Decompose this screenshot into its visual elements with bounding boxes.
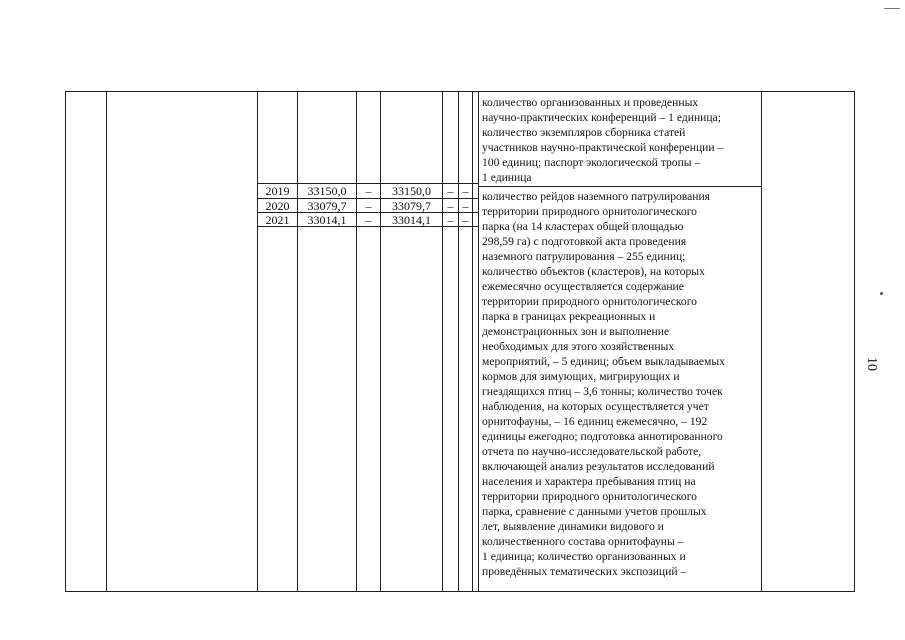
text-line: парка, сравнение с данными учетов прошлых bbox=[482, 505, 707, 518]
text-line: количество организованных и проведенных bbox=[482, 96, 699, 109]
row-2021-col3: 33014,1 bbox=[392, 213, 431, 227]
text-line: количество экземпляров сборника статей bbox=[482, 126, 686, 139]
col-line-6 bbox=[442, 91, 443, 592]
col-line-9 bbox=[478, 91, 479, 592]
row-2020-col3: 33079,7 bbox=[392, 199, 431, 213]
row-2021-year: 2021 bbox=[265, 213, 290, 227]
col-line-7 bbox=[458, 91, 459, 592]
row-2019-col2: – bbox=[365, 184, 372, 198]
text-line: населения и характера пребывания птиц на bbox=[482, 475, 696, 488]
row-2020-col4: – bbox=[447, 199, 454, 213]
text-line: участников научно-практической конференции – bbox=[482, 141, 724, 154]
row-2019-col3: 33150,0 bbox=[392, 184, 431, 198]
text-line: проведённых тематических экспозиций – bbox=[482, 565, 687, 578]
text-line: парка в границах рекреационных и bbox=[482, 310, 656, 323]
text-line: демонстрационных зон и выполнение bbox=[482, 325, 670, 338]
text-line: отчета по научно-исследовательской работе, bbox=[482, 445, 702, 458]
table-top-border bbox=[65, 91, 854, 92]
indicators-text-top bbox=[482, 95, 723, 185]
row-2019-col5: – bbox=[462, 184, 469, 198]
row-2020-col2: – bbox=[365, 199, 372, 213]
text-line: единицы ежегодно; подготовка аннотированного bbox=[482, 430, 723, 443]
text-line: гнездящихся птиц – 3,6 тонны; количество точек bbox=[482, 385, 723, 398]
scan-mark bbox=[884, 8, 900, 9]
col-line-8 bbox=[472, 91, 473, 592]
text-line: включающей анализ результатов исследований bbox=[482, 460, 715, 473]
row-2020-col5: – bbox=[462, 199, 469, 213]
text-line: количество рейдов наземного патрулирования bbox=[482, 190, 711, 203]
text-line: количественного состава орнитофауны – bbox=[482, 535, 684, 548]
text-line: ежемесячно осуществляется содержание bbox=[482, 280, 684, 293]
row-2019-year: 2019 bbox=[265, 184, 290, 198]
text-line: наблюдения, на которых осуществляется учет bbox=[482, 400, 709, 413]
text-line: кормов для зимующих, мигрирующих и bbox=[482, 370, 680, 383]
text-col-separator bbox=[478, 186, 761, 187]
row-2021-total: 33014,1 bbox=[307, 213, 347, 227]
col-line-4 bbox=[356, 91, 357, 592]
table-bottom-border bbox=[65, 591, 854, 592]
text-line: количество объектов (кластеров), на которых bbox=[482, 265, 705, 278]
text-line: территории природного орнитологического bbox=[482, 490, 697, 503]
text-line: территории природного орнитологического bbox=[482, 295, 697, 308]
col-line-1 bbox=[106, 91, 107, 592]
text-line: наземного патрулирования – 255 единиц; bbox=[482, 250, 686, 263]
indicators-text-main bbox=[482, 189, 725, 579]
text-line: 1 единица bbox=[482, 171, 532, 184]
text-line: мероприятий, – 5 единиц; объем выкладываемых bbox=[482, 355, 725, 368]
col-line-5 bbox=[380, 91, 381, 592]
page-number: 10 bbox=[864, 357, 879, 371]
row-2021-col5: – bbox=[462, 213, 469, 227]
row-2021-col4: – bbox=[447, 213, 454, 227]
text-line: 100 единиц; паспорт экологической тропы – bbox=[482, 156, 701, 169]
col-line-2 bbox=[257, 91, 258, 592]
text-line: 1 единица; количество организованных и bbox=[482, 550, 686, 563]
text-line: научно-практических конференций – 1 единица; bbox=[482, 111, 721, 124]
text-line: орнитофауны, – 16 единиц ежемесячно, – 192 bbox=[482, 415, 708, 428]
col-line-10 bbox=[761, 91, 762, 592]
col-line-11 bbox=[854, 91, 855, 592]
col-line-3 bbox=[297, 91, 298, 592]
text-line: 298,59 га) с подготовкой акта проведения bbox=[482, 235, 687, 248]
row-2020-total: 33079,7 bbox=[307, 199, 347, 213]
row-2019-total: 33150,0 bbox=[307, 184, 347, 198]
row-2020-year: 2020 bbox=[265, 199, 290, 213]
text-line: парка (на 14 кластерах общей площадью bbox=[482, 220, 684, 233]
col-line-0 bbox=[65, 91, 66, 592]
text-line: необходимых для этого хозяйственных bbox=[482, 340, 675, 353]
text-line: территории природного орнитологического bbox=[482, 205, 697, 218]
scan-speck bbox=[880, 292, 883, 295]
row-2021-col2: – bbox=[365, 213, 372, 227]
text-line: лет, выявление динамики видового и bbox=[482, 520, 664, 533]
row-2019-col4: – bbox=[447, 184, 454, 198]
